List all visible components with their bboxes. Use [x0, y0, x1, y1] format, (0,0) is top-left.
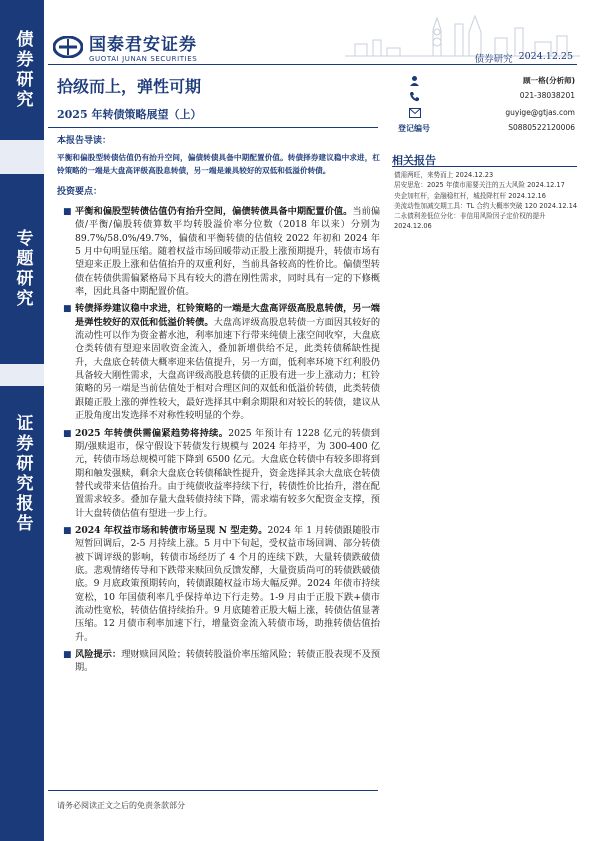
key-point-text: 2025 年预计有 1228 亿元的转债到期/强赎退市，保守假设下转债发行规模与 2024 年持平，为 300-400 亿元，转债市场总规模可能下降到 6500 亿元。大盘底仓转债中有较多即将到期和触发强赎，剩余大盘底仓转债稀缺性提升，资金选择其余大盘底仓转债替代或带来估值抬升。由于纯债收益率持续下行，转债性价比抬升，潜在配置需求较多。叠加存量大盘转债持续下降，需求端有较多欠配资金支撑，预计大盘转债估值有望进一步上行。 [75, 427, 380, 519]
key-point-lead: 风险提示： [75, 649, 122, 660]
bullet-icon: ■ [63, 650, 72, 660]
related-report-item[interactable]: 债需两旺，来势而上 2024.12.23 [394, 171, 494, 179]
sidebar-block-report [0, 386, 44, 841]
sidebar-gap [0, 364, 44, 386]
person-icon [409, 75, 423, 89]
sidebar-gap [0, 140, 44, 174]
header-meta [475, 51, 573, 65]
subtitle-divider [48, 127, 378, 128]
phone-icon [409, 91, 423, 105]
email-row [395, 108, 575, 122]
bullet-icon: ■ [63, 525, 72, 536]
related-report-item[interactable]: 二永债利差低位分化：非信用风险因子定价权的提升 2024.12.06 [394, 212, 546, 231]
points-heading: 投资要点： [57, 187, 103, 197]
sidebar-block-bond [0, 0, 44, 140]
key-point-lead: 2025 年转债供需偏紧趋势将持续。 [75, 427, 229, 439]
logo-text-en: GUOTAI JUNAN SECURITIES [89, 55, 198, 63]
report-title: 拾级而上，弹性可期 [57, 77, 202, 96]
key-point [57, 205, 380, 298]
bullet-icon: ■ [63, 207, 72, 217]
registration-row [395, 123, 575, 137]
logo-text-cn: 国泰君安证券 [89, 35, 197, 55]
related-report-item[interactable]: 央企加杠杆，金融稳杠杆，城投降杠杆 2024.12.16 [394, 191, 546, 200]
key-point-text: 当前偏债/平衡/偏股转债算数平均转股溢价率分位数（2018 年以来）分别为 89.7%/58.0%/49.7%，偏债和平衡转债的估值较 2022 年初和 2024 年 5 月中旬明显压缩。随着权益市场回暖带动正股上涨预期提升，转债市场有望迎来正股上涨和估值抬升的双重利好，当前具备较高的性价比。偏债型转债在转债供需偏紧格局下具有较大的潜在刚性需求，同时具有一定的下修概率，因此具备中期配置价值。 [75, 206, 381, 298]
header-category: 债券研究 [474, 54, 513, 65]
registration-label: 登记编号 [398, 123, 430, 133]
report-subtitle: 2025 年转债策略展望（上） [57, 108, 202, 121]
key-point-lead: 平衡和偏股型转债估值仍有抬升空间，偏债转债具备中期配置价值。 [75, 206, 353, 217]
analyst-phone: 021-38038201 [519, 91, 575, 100]
sidebar-block-topic [0, 174, 44, 364]
analyst-row [395, 75, 575, 89]
related-report-item[interactable]: 居安思危：2025 年债市需要关注的五大风险 2024.12.17 [394, 181, 565, 190]
footer-divider [48, 790, 378, 791]
analyst-email[interactable]: guyige@gtjas.com [505, 108, 575, 117]
report-body [57, 135, 380, 675]
sidebar [0, 0, 44, 841]
key-point-text: 理财赎回风险；转债转股溢价率压缩风险；转债正股表现不及预期。 [75, 649, 381, 674]
key-point-text: 2024 年 1 月转债跟随股市短暂回调后，2-5 月持续上涨。5 月中下旬起，受权益市场回调、部分转债被下调评级的影响，转债市场经历了 4 个月的连续下跌，大量转债跌破债底。悲观情绪传导和下跌带来赎回负反馈发酵，大量资质尚可的转债跌破债底。9 月底政策预期转向，转债跟随权益市场大幅反弹。2024 年债市持续宽松，10 年国债利率几乎保持单边下行走势。1-9 月由于正股下跌+债市流动性宽松，转债估值持续抬升。9 月底随着正股大幅上涨，转债估值显著压缩。12 月债市利率加速下行，增量资金流入转债市场，助推转债估值抬升。 [75, 524, 380, 643]
sidebar-label-topic: 专题研究 [12, 229, 33, 309]
key-point-lead: 2024 年权益市场和转债市场呈现 N 型走势。 [75, 524, 268, 536]
bullet-icon: ■ [63, 304, 72, 315]
header-divider [48, 64, 577, 65]
company-logo [53, 30, 197, 63]
sidebar-label-report: 证券研究报告 [12, 414, 33, 534]
related-divider [392, 166, 577, 167]
key-point [57, 427, 380, 520]
intro-text: 平衡和偏股型转债估值仍有抬升空间，偏债转债具备中期配置价值。转债择券建议稳中求进，杠铃策略的一端是大盘高评级高股息转债，另一端是兼具较好的双低和低溢价转债。 [57, 153, 380, 175]
related-reports-title: 相关报告 [392, 154, 436, 167]
logo-mark-icon [53, 36, 83, 58]
disclaimer-footer: 请务必阅读正文之后的免责条款部分 [57, 801, 185, 810]
header-date: 2024.12.25 [518, 51, 573, 62]
related-reports-list [394, 170, 577, 232]
analyst-name: 顾一格(分析师) [523, 76, 575, 85]
key-points [57, 205, 380, 675]
registration-number: S0880522120006 [508, 123, 575, 132]
key-point [57, 648, 380, 675]
key-point [57, 302, 380, 422]
intro-heading: 本报告导读： [57, 136, 112, 146]
key-point-text: 大盘高评级高股息转债一方面因其较好的流动性可以作为资金蓄水池，利率加速下行带来纯债上涨空间收窄，大盘底仓类转债有望迎来固收资金流入，叠加新增供给不足，此类转债稀缺性提升，大盘底仓转债大概率迎来估值提升，另一方面，低利率环境下红利股仍具备较大刚性需求，大盘高评级高股息转债的正股有进一步上涨动力；杠铃策略的另一端是当前估值处于相对合理区间的双低和低溢价转债，此类转债跟随正股上涨的弹性较大，最好选择其中剩余期限和对较长的转债，建议从正股角度出发选择不对称性较明显的个券。 [75, 316, 381, 422]
email-icon [409, 108, 423, 122]
related-report-item[interactable]: 美流动性加减交期工具：TL 合约大概率突破 120 2024.12.14 [394, 201, 578, 210]
bullet-icon: ■ [63, 428, 72, 439]
key-point-lead: 转债择券建议稳中求进，杠铃策略的一端是大盘高评级高股息转债，另一端是弹性较好的双低和低溢价转债。 [75, 303, 380, 328]
key-point [57, 524, 380, 644]
phone-row [395, 91, 575, 105]
sidebar-label-bond: 债券研究 [12, 30, 33, 110]
